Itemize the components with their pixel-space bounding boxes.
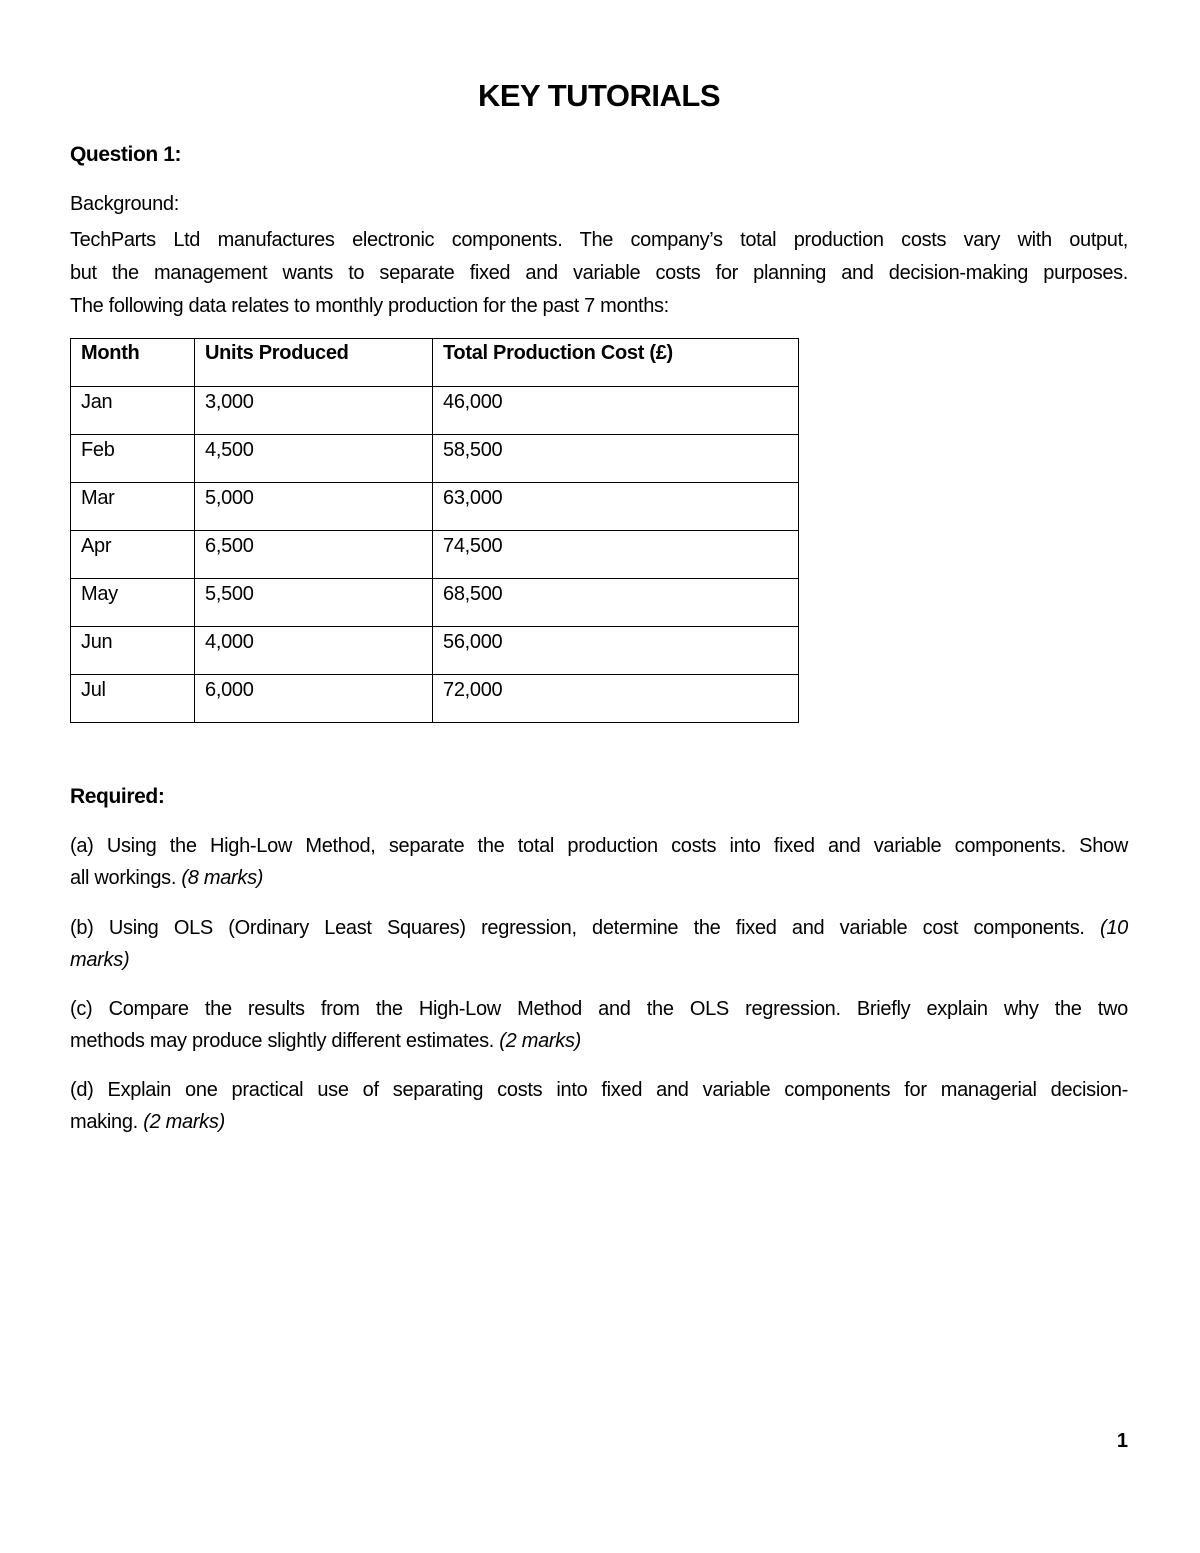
cell-cost: 74,500 [433, 531, 799, 579]
cell-month: May [71, 579, 195, 627]
page-title: KEY TUTORIALS [477, 78, 721, 113]
cell-cost: 72,000 [433, 675, 799, 723]
header-month: Month [71, 339, 195, 387]
required-item-a [70, 830, 1128, 894]
table-row [71, 435, 799, 483]
cell-units: 3,000 [195, 387, 433, 435]
required-item-c [70, 993, 1128, 1057]
cell-cost: 63,000 [433, 483, 799, 531]
background-line-2: but the management wants to separate fixed and variable costs for planning and decision-making purposes. [70, 262, 1128, 284]
item-b-text: (b) Using OLS (Ordinary Least Squares) regression, determine the fixed and variable cost components. [70, 917, 1085, 939]
background-label: Background: [70, 193, 179, 215]
item-d-line-2 [70, 1106, 1128, 1138]
background-line-1: TechParts Ltd manufactures electronic components. The company’s total production costs vary with output, [70, 229, 1128, 251]
cell-month: Jul [71, 675, 195, 723]
cell-month: Feb [71, 435, 195, 483]
table-row [71, 483, 799, 531]
item-a-text: all workings. [70, 867, 177, 889]
cell-cost: 56,000 [433, 627, 799, 675]
header-total-production-cost: Total Production Cost (£) [433, 339, 799, 387]
item-d-text: making. [70, 1111, 138, 1133]
item-c-line-2 [70, 1025, 1128, 1057]
required-item-b [70, 912, 1128, 976]
background-paragraph [70, 224, 1128, 323]
item-a-line-2 [70, 862, 1128, 894]
item-d-marks: (2 marks) [143, 1111, 225, 1133]
table-row [71, 387, 799, 435]
item-b-line-2 [70, 944, 1128, 976]
item-c-line-1: (c) Compare the results from the High-Low Method and the OLS regression. Briefly explain why the two [70, 998, 1128, 1020]
cell-month: Mar [71, 483, 195, 531]
cell-units: 5,500 [195, 579, 433, 627]
cell-units: 4,500 [195, 435, 433, 483]
table-row [71, 579, 799, 627]
question-heading: Question 1: [70, 143, 182, 166]
cell-month: Jan [71, 387, 195, 435]
cell-month: Jun [71, 627, 195, 675]
cell-cost: 68,500 [433, 579, 799, 627]
cell-month: Apr [71, 531, 195, 579]
table-row [71, 675, 799, 723]
item-c-text: methods may produce slightly different estimates. [70, 1030, 495, 1052]
cell-cost: 58,500 [433, 435, 799, 483]
required-item-d [70, 1074, 1128, 1138]
cell-cost: 46,000 [433, 387, 799, 435]
item-b-line-1 [70, 912, 1128, 944]
required-heading: Required: [70, 785, 165, 808]
page-number: 1 [1116, 1430, 1128, 1452]
cell-units: 6,500 [195, 531, 433, 579]
cell-units: 6,000 [195, 675, 433, 723]
item-b-marks-end: marks) [70, 949, 130, 971]
cell-units: 4,000 [195, 627, 433, 675]
cell-units: 5,000 [195, 483, 433, 531]
table-header-row [71, 339, 799, 387]
item-c-marks: (2 marks) [499, 1030, 582, 1052]
table-row [71, 627, 799, 675]
item-a-marks: (8 marks) [181, 867, 264, 889]
item-a-line-1: (a) Using the High-Low Method, separate the total production costs into fixed and variable components. Show [70, 835, 1128, 857]
table-row [71, 531, 799, 579]
item-b-marks-start: (10 [1099, 917, 1128, 939]
header-units-produced: Units Produced [195, 339, 433, 387]
document-page [70, 0, 1128, 1553]
item-d-line-1: (d) Explain one practical use of separating costs into fixed and variable components for managerial decision- [70, 1079, 1128, 1101]
background-line-3: The following data relates to monthly production for the past 7 months: [70, 295, 669, 317]
production-data-table [70, 338, 799, 723]
